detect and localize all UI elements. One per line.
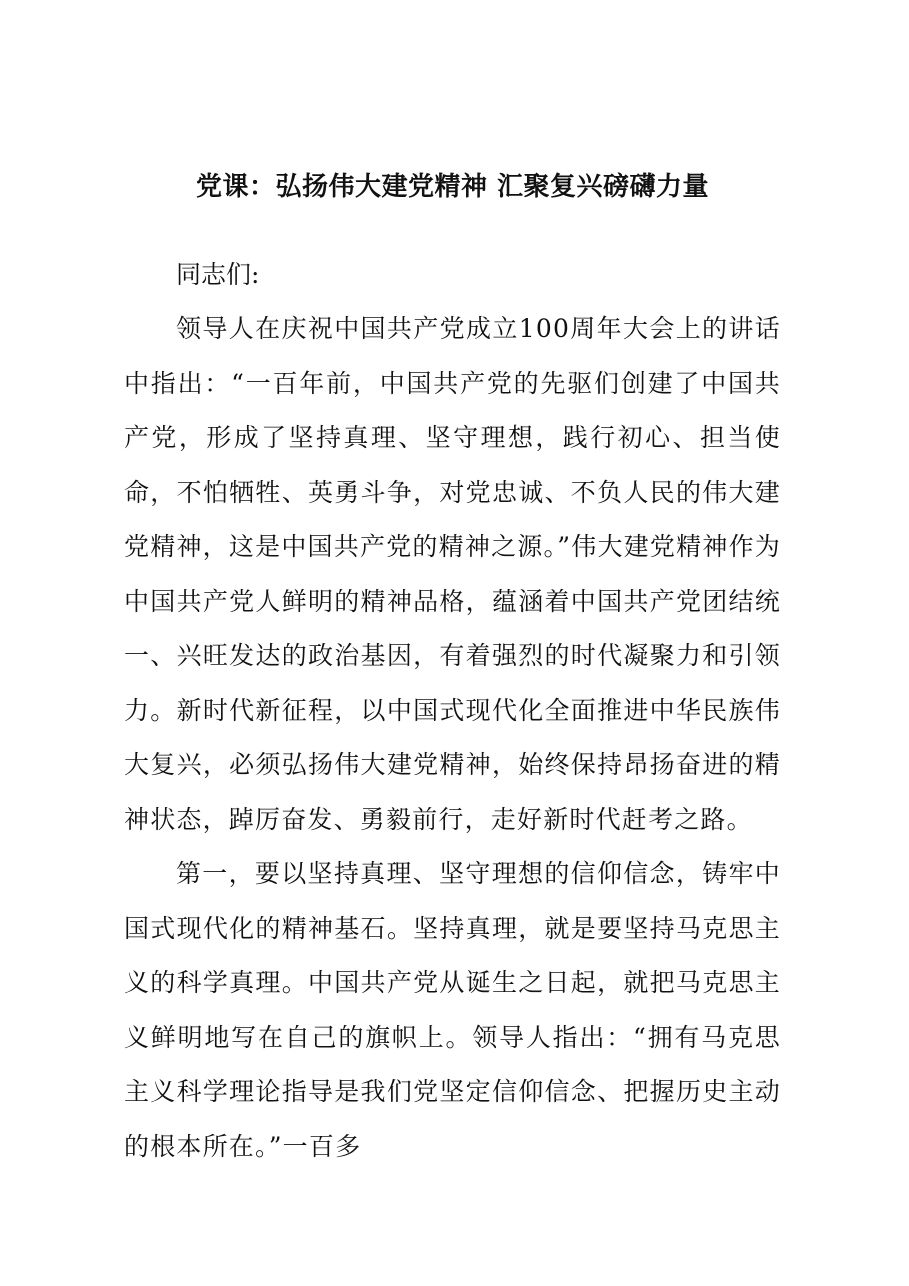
document-title: 党课：弘扬伟大建党精神 汇聚复兴磅礴力量 xyxy=(195,172,710,202)
paragraph-1: 领导人在庆祝中国共产党成立100周年大会上的讲话中指出：“一百年前，中国共产党的先驱们创建了中国共产党，形成了坚持真理、坚守理想，践行初心、担当使命，不怕牺牲、英勇斗争，对党忠诚、不负人民的伟大建党精神，这是中国共产党的精神之源。”伟大建党精神作为中国共产党人鲜明的精神品格，蕴涵着中国共产党团结统一、兴旺发达的政治基因，有着强烈的时代凝聚力和引领力。新时代新征程，以中国式现代化全面推进中华民族伟大复兴，必须弘扬伟大建党精神，始终保持昂扬奋进的精神状态，踔厉奋发、勇毅前行，走好新时代赶考之路。 xyxy=(124,314,781,834)
salutation: 同志们: xyxy=(176,260,260,289)
paragraph-2: 第一，要以坚持真理、坚守理想的信仰信念，铸牢中国式现代化的精神基石。坚持真理，就是要坚持马克思主义的科学真理。中国共产党从诞生之日起，就把马克思主义鲜明地写在自己的旗帜上。领导人指出：“拥有马克思主义科学理论指导是我们党坚定信仰信念、把握历史主动的根本所在。”一百多 xyxy=(124,859,781,1161)
